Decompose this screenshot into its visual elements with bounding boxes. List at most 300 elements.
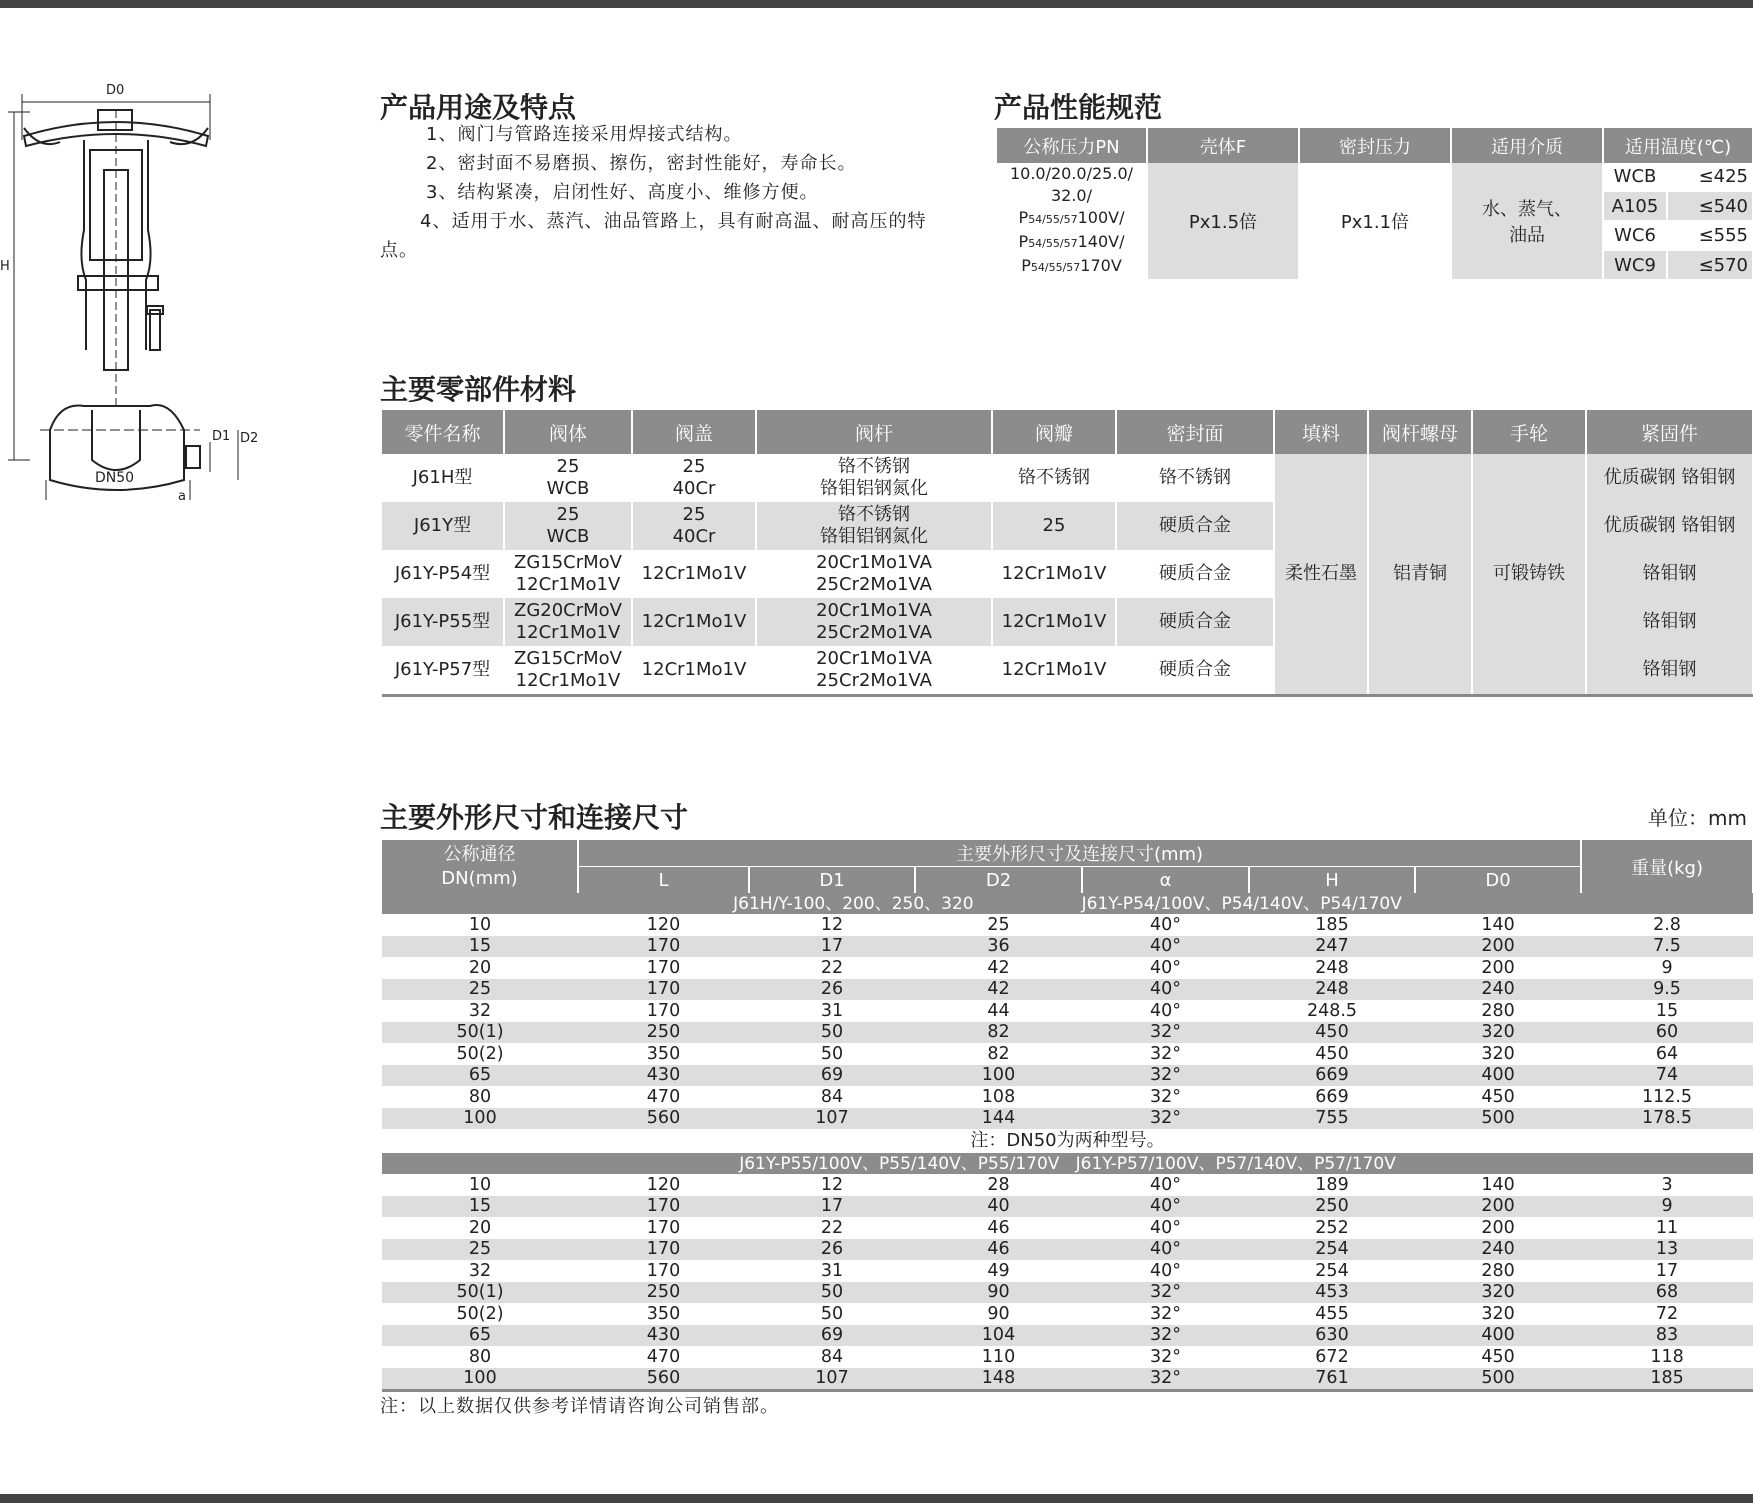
bonnet-material-line: 25 — [682, 504, 706, 525]
dim-header-col: α — [1082, 867, 1249, 894]
dim-cell: 40° — [1082, 1174, 1249, 1196]
usage-item: 2、密封面不易磨损、擦伤，密封性能好，寿命长。 — [426, 153, 857, 174]
part-name-line: J61Y型 — [413, 515, 472, 536]
stem-material-line: 20Cr1Mo1VA — [816, 552, 932, 573]
dim-cell: 247 — [1249, 936, 1415, 958]
dim-cell: 25 — [382, 979, 578, 1001]
dim-header-dn-line: DN(mm) — [441, 867, 518, 889]
dim-row — [382, 1174, 1753, 1196]
dim-row — [382, 1108, 1753, 1130]
bonnet-material — [632, 550, 756, 598]
disc-material-line: 12Cr1Mo1V — [1001, 563, 1107, 584]
stem-material — [756, 550, 992, 598]
stem-material-line: 25Cr2Mo1VA — [816, 574, 932, 595]
dim-cell: 755 — [1249, 1108, 1415, 1130]
dim-row — [382, 979, 1753, 1001]
dim-cell: 450 — [1249, 1043, 1415, 1065]
dim-cell: 50(1) — [382, 1282, 578, 1304]
drawing-label-dn: DN50 — [95, 470, 135, 486]
dim-cell: 107 — [749, 1108, 915, 1130]
disc-material-line: 25 — [1042, 515, 1066, 536]
dim-cell: 82 — [915, 1043, 1082, 1065]
seal-material-line: 硬质合金 — [1159, 659, 1231, 680]
dim-cell: 140 — [1415, 1174, 1581, 1196]
dim-cell: 200 — [1415, 957, 1581, 979]
dim-cell: 40° — [1082, 1260, 1249, 1282]
medium-line: 油品 — [1509, 225, 1545, 246]
body-material-line: ZG15CrMoV — [513, 552, 622, 573]
dim-cell: 630 — [1249, 1325, 1415, 1347]
disc-material-line: 12Cr1Mo1V — [1001, 611, 1107, 632]
dim-cell: 500 — [1415, 1368, 1581, 1391]
dim-cell: 40 — [915, 1196, 1082, 1218]
usage-item: 3、结构紧凑，启闭性好、高度小、维修方便。 — [426, 182, 819, 203]
part-name-line: J61Y-P55型 — [394, 611, 491, 632]
dim-cell: 250 — [1249, 1196, 1415, 1218]
pn-sub: 54/55/57 — [1028, 237, 1078, 250]
dim-cell: 64 — [1581, 1043, 1753, 1065]
dim-cell: 450 — [1415, 1346, 1581, 1368]
dim-row — [382, 1239, 1753, 1261]
part-name — [382, 502, 504, 550]
dim-cell: 248 — [1249, 957, 1415, 979]
pn-sub: 54/55/57 — [1028, 213, 1078, 226]
dim-cell: 65 — [382, 1325, 578, 1347]
dim-cell: 12 — [749, 1174, 915, 1196]
body-material-line: 25 — [556, 456, 580, 477]
dim-cell: 104 — [915, 1325, 1082, 1347]
dim-cell: 430 — [578, 1065, 749, 1087]
dim-cell: 450 — [1415, 1086, 1581, 1108]
dim-cell: 32° — [1082, 1065, 1249, 1087]
drawing-label-a: a — [178, 489, 186, 500]
dim-row — [382, 1022, 1753, 1044]
part-name — [382, 550, 504, 598]
fastener-material — [1586, 598, 1753, 646]
dim-cell: 80 — [382, 1346, 578, 1368]
medium-line: 水、蒸气、 — [1482, 199, 1572, 220]
usage-item: 点。 — [380, 240, 418, 261]
spec-pn-cell — [997, 163, 1147, 280]
dim-row — [382, 957, 1753, 979]
drawing-label-h: H — [0, 259, 10, 274]
dim-cell: 40° — [1082, 957, 1249, 979]
temp-material: WC9 — [1603, 250, 1667, 280]
dim-cell: 185 — [1581, 1368, 1753, 1391]
dim-cell: 31 — [749, 1260, 915, 1282]
body-material — [504, 598, 632, 646]
body-material-line: WCB — [546, 478, 590, 499]
dim-cell: 65 — [382, 1065, 578, 1087]
part-name — [382, 598, 504, 646]
dim-cell: 250 — [578, 1022, 749, 1044]
dim-cell: 10 — [382, 914, 578, 936]
stem-material — [756, 502, 992, 550]
bottom-border-bar — [0, 1494, 1753, 1503]
spec-table — [997, 128, 1753, 281]
materials-row — [382, 454, 1753, 502]
dim-cell: 32° — [1082, 1022, 1249, 1044]
dim-cell: 32° — [1082, 1346, 1249, 1368]
dim-cell: 50 — [749, 1022, 915, 1044]
dim-cell: 68 — [1581, 1282, 1753, 1304]
body-material-line: 12Cr1Mo1V — [515, 574, 621, 595]
disc-material — [992, 454, 1116, 502]
dim-cell: 32° — [1082, 1325, 1249, 1347]
dim-cell: 110 — [915, 1346, 1082, 1368]
fastener-material — [1586, 550, 1753, 598]
bonnet-material — [632, 502, 756, 550]
seal-material-line: 铬不锈钢 — [1159, 467, 1231, 488]
dim-cell: 17 — [749, 936, 915, 958]
materials-header: 阀杆螺母 — [1368, 410, 1472, 454]
bonnet-material-line: 40Cr — [672, 478, 716, 499]
spec-header: 壳体F — [1147, 128, 1299, 163]
dim-cell: 240 — [1415, 1239, 1581, 1261]
dim-cell: 42 — [915, 979, 1082, 1001]
dim-cell: 84 — [749, 1086, 915, 1108]
dim-cell: 20 — [382, 957, 578, 979]
dim-cell: 280 — [1415, 1000, 1581, 1022]
dim-cell: 170 — [578, 957, 749, 979]
temp-value: ≤540 — [1667, 191, 1753, 221]
dim-cell: 320 — [1415, 1282, 1581, 1304]
dim-row — [382, 936, 1753, 958]
stem-material — [756, 646, 992, 696]
dim-row — [382, 1282, 1753, 1304]
temp-material: WC6 — [1603, 221, 1667, 251]
dim-cell: 28 — [915, 1174, 1082, 1196]
dim-band-label: J61Y-P55/100V、P55/140V、P55/170V J61Y-P57/100V、P57/140V、P57/170V — [382, 1153, 1753, 1174]
spec-header: 适用温度(℃) — [1603, 128, 1753, 163]
stem-material-line: 25Cr2Mo1VA — [816, 622, 932, 643]
pn-sub: 54/55/57 — [1030, 261, 1081, 274]
dim-cell: 40° — [1082, 1239, 1249, 1261]
dim-cell: 60 — [1581, 1022, 1753, 1044]
temp-material: WCB — [1603, 163, 1667, 191]
body-material-line: ZG20CrMoV — [513, 600, 622, 621]
materials-header: 阀盖 — [632, 410, 756, 454]
dim-cell: 25 — [915, 914, 1082, 936]
dim-band-row — [382, 893, 1753, 914]
seal-material — [1116, 454, 1274, 502]
dim-cell: 107 — [749, 1368, 915, 1391]
dim-cell: 560 — [578, 1108, 749, 1130]
disc-material-line: 铬不锈钢 — [1018, 467, 1090, 488]
dim-row — [382, 1260, 1753, 1282]
dim-cell: 185 — [1249, 914, 1415, 936]
stem-nut-material: 铝青铜 — [1368, 454, 1472, 696]
dim-cell: 32° — [1082, 1108, 1249, 1130]
bonnet-material — [632, 454, 756, 502]
dim-cell: 350 — [578, 1043, 749, 1065]
dim-cell: 69 — [749, 1325, 915, 1347]
dim-cell: 100 — [915, 1065, 1082, 1087]
dim-header-col: D1 — [749, 867, 915, 894]
dim-cell: 15 — [382, 1196, 578, 1218]
dim-cell: 148 — [915, 1368, 1082, 1391]
dim-cell: 320 — [1415, 1043, 1581, 1065]
dim-row — [382, 1325, 1753, 1347]
body-material-line: 25 — [556, 504, 580, 525]
usage-item: 4、适用于水、蒸汽、油品管路上，具有耐高温、耐高压的特 — [420, 211, 927, 232]
pn-val: 170V — [1080, 256, 1122, 275]
pn-val: 100V/ — [1077, 208, 1125, 227]
dim-cell: 12 — [749, 914, 915, 936]
body-material-line: ZG15CrMoV — [513, 648, 622, 669]
dim-cell: 470 — [578, 1086, 749, 1108]
dim-cell: 140 — [1415, 914, 1581, 936]
stem-material-line: 20Cr1Mo1VA — [816, 648, 932, 669]
dim-cell: 40° — [1082, 1217, 1249, 1239]
dim-cell: 100 — [382, 1368, 578, 1391]
dim-cell: 254 — [1249, 1239, 1415, 1261]
dim-cell: 13 — [1581, 1239, 1753, 1261]
body-material-line: WCB — [546, 526, 590, 547]
dim-cell: 9 — [1581, 1196, 1753, 1218]
stem-material — [756, 598, 992, 646]
dim-cell: 22 — [749, 1217, 915, 1239]
dim-cell: 46 — [915, 1239, 1082, 1261]
fastener-material-line: 铬钼钢 — [1642, 659, 1697, 680]
dim-cell: 32° — [1082, 1368, 1249, 1391]
spec-title: 产品性能规范 — [994, 91, 1163, 124]
pn-line: 32.0/ — [1050, 186, 1092, 205]
bonnet-material-line: 40Cr — [672, 526, 716, 547]
dim-cell: 455 — [1249, 1303, 1415, 1325]
dim-cell: 430 — [578, 1325, 749, 1347]
temp-value: ≤555 — [1667, 221, 1753, 251]
usage-title: 产品用途及特点 — [380, 91, 577, 124]
disc-material — [992, 502, 1116, 550]
dim-cell: 32° — [1082, 1303, 1249, 1325]
dim-row — [382, 1065, 1753, 1087]
stem-material-line: 铬不锈钢 — [838, 456, 910, 477]
dim-cell: 254 — [1249, 1260, 1415, 1282]
fastener-material-line: 优质碳钢 铬钼钢 — [1603, 515, 1736, 536]
dim-cell: 320 — [1415, 1303, 1581, 1325]
dim-note: 注：DN50为两种型号。 — [382, 1129, 1753, 1153]
bonnet-material — [632, 598, 756, 646]
bonnet-material-line: 12Cr1Mo1V — [641, 659, 747, 680]
dim-cell: 170 — [578, 1000, 749, 1022]
body-material — [504, 454, 632, 502]
seal-material-line: 硬质合金 — [1159, 515, 1231, 536]
fastener-material — [1586, 646, 1753, 696]
dim-cell: 20 — [382, 1217, 578, 1239]
dim-header-dn-line: 公称通径 — [443, 843, 516, 865]
dim-cell: 46 — [915, 1217, 1082, 1239]
dim-cell: 42 — [915, 957, 1082, 979]
dim-cell: 72 — [1581, 1303, 1753, 1325]
stem-material-line: 铬不锈钢 — [838, 504, 910, 525]
dim-cell: 15 — [1581, 1000, 1753, 1022]
drawing-label-d1: D1 — [212, 429, 231, 444]
dim-cell: 40° — [1082, 914, 1249, 936]
packing-material: 柔性石墨 — [1274, 454, 1368, 696]
dim-cell: 144 — [915, 1108, 1082, 1130]
dim-cell: 49 — [915, 1260, 1082, 1282]
dim-cell: 83 — [1581, 1325, 1753, 1347]
materials-header: 阀瓣 — [992, 410, 1116, 454]
dim-header-col: H — [1249, 867, 1415, 894]
drawing-label-d2: D2 — [240, 431, 259, 446]
bonnet-material-line: 12Cr1Mo1V — [641, 611, 747, 632]
dim-cell: 2.8 — [1581, 914, 1753, 936]
materials-title: 主要零部件材料 — [380, 373, 577, 406]
dim-row — [382, 914, 1753, 936]
dim-cell: 9 — [1581, 957, 1753, 979]
dim-cell: 50 — [749, 1282, 915, 1304]
fastener-material-line: 铬钼钢 — [1642, 611, 1697, 632]
dim-note-row — [382, 1129, 1753, 1153]
dim-cell: 170 — [578, 979, 749, 1001]
dim-band-row — [382, 1153, 1753, 1174]
part-name-line: J61Y-P54型 — [394, 563, 491, 584]
disc-material — [992, 646, 1116, 696]
dim-cell: 40° — [1082, 936, 1249, 958]
dim-cell: 280 — [1415, 1260, 1581, 1282]
dim-cell: 400 — [1415, 1325, 1581, 1347]
dim-cell: 74 — [1581, 1065, 1753, 1087]
dim-cell: 50 — [749, 1303, 915, 1325]
dim-cell: 669 — [1249, 1086, 1415, 1108]
materials-header: 紧固件 — [1586, 410, 1753, 454]
body-material-line: 12Cr1Mo1V — [515, 622, 621, 643]
dim-cell: 17 — [1581, 1260, 1753, 1282]
dim-row — [382, 1043, 1753, 1065]
dim-row — [382, 1086, 1753, 1108]
dim-cell: 248 — [1249, 979, 1415, 1001]
dimensions-table — [382, 840, 1753, 1392]
dim-cell: 170 — [578, 936, 749, 958]
unit-label: 单位：mm — [1648, 806, 1747, 830]
dim-cell: 69 — [749, 1065, 915, 1087]
fastener-material — [1586, 502, 1753, 550]
dim-cell: 450 — [1249, 1022, 1415, 1044]
dim-cell: 200 — [1415, 1217, 1581, 1239]
bonnet-material-line: 12Cr1Mo1V — [641, 563, 747, 584]
dim-header-weight: 重量(kg) — [1581, 840, 1753, 893]
dim-cell: 170 — [578, 1196, 749, 1218]
dim-cell: 200 — [1415, 936, 1581, 958]
dim-cell: 118 — [1581, 1346, 1753, 1368]
stem-material — [756, 454, 992, 502]
body-material — [504, 550, 632, 598]
dim-cell: 7.5 — [1581, 936, 1753, 958]
dim-cell: 82 — [915, 1022, 1082, 1044]
valve-drawing — [0, 80, 260, 500]
dim-cell: 320 — [1415, 1022, 1581, 1044]
seal-material — [1116, 550, 1274, 598]
dim-cell: 11 — [1581, 1217, 1753, 1239]
stem-material-line: 20Cr1Mo1VA — [816, 600, 932, 621]
dim-row — [382, 1196, 1753, 1218]
dim-cell: 761 — [1249, 1368, 1415, 1391]
spec-header: 密封压力 — [1299, 128, 1451, 163]
pn-val: 140V/ — [1077, 232, 1125, 251]
dim-cell: 26 — [749, 979, 915, 1001]
dim-cell: 31 — [749, 1000, 915, 1022]
dim-cell: 470 — [578, 1346, 749, 1368]
dim-cell: 32 — [382, 1260, 578, 1282]
dim-cell: 9.5 — [1581, 979, 1753, 1001]
dim-cell: 40° — [1082, 1000, 1249, 1022]
stem-material-line: 铬钼铝钢氮化 — [820, 526, 928, 547]
bonnet-material — [632, 646, 756, 696]
dim-cell: 252 — [1249, 1217, 1415, 1239]
dim-cell: 22 — [749, 957, 915, 979]
dim-row — [382, 1346, 1753, 1368]
spec-medium — [1451, 163, 1603, 280]
dim-cell: 112.5 — [1581, 1086, 1753, 1108]
dim-cell: 50(2) — [382, 1043, 578, 1065]
dim-cell: 80 — [382, 1086, 578, 1108]
dim-cell: 350 — [578, 1303, 749, 1325]
dim-cell: 120 — [578, 1174, 749, 1196]
materials-header: 填料 — [1274, 410, 1368, 454]
spec-header: 公称压力PN — [997, 128, 1147, 163]
stem-material-line: 25Cr2Mo1VA — [816, 670, 932, 691]
spec-seal: Px1.1倍 — [1299, 163, 1451, 280]
part-name-line: J61H型 — [412, 467, 473, 488]
dim-cell: 170 — [578, 1260, 749, 1282]
materials-header: 手轮 — [1472, 410, 1586, 454]
dim-cell: 453 — [1249, 1282, 1415, 1304]
dim-cell: 32° — [1082, 1086, 1249, 1108]
dim-row — [382, 1303, 1753, 1325]
dim-cell: 15 — [382, 936, 578, 958]
dim-cell: 120 — [578, 914, 749, 936]
fastener-material-line: 铬钼钢 — [1642, 563, 1697, 584]
dim-header-col: D2 — [915, 867, 1082, 894]
dim-cell: 44 — [915, 1000, 1082, 1022]
dim-cell: 50 — [749, 1043, 915, 1065]
dim-row — [382, 1217, 1753, 1239]
usage-item: 1、阀门与管路连接采用焊接式结构。 — [426, 124, 743, 145]
dim-cell: 50(1) — [382, 1022, 578, 1044]
handwheel-material: 可锻铸铁 — [1472, 454, 1586, 696]
dim-header-group: 主要外形尺寸及连接尺寸(mm) — [578, 840, 1581, 867]
pn-p: P — [1018, 232, 1029, 251]
materials-header: 密封面 — [1116, 410, 1274, 454]
dim-cell: 36 — [915, 936, 1082, 958]
dim-cell: 3 — [1581, 1174, 1753, 1196]
top-border-bar — [0, 0, 1753, 8]
pn-p: P — [1021, 256, 1031, 275]
materials-header: 阀体 — [504, 410, 632, 454]
dim-header-col: D0 — [1415, 867, 1581, 894]
spec-header: 适用介质 — [1451, 128, 1603, 163]
dimensions-title: 主要外形尺寸和连接尺寸 — [380, 801, 689, 834]
materials-table — [382, 410, 1753, 697]
dim-cell: 84 — [749, 1346, 915, 1368]
dim-cell: 500 — [1415, 1108, 1581, 1130]
seal-material-line: 硬质合金 — [1159, 563, 1231, 584]
temp-value: ≤570 — [1667, 250, 1753, 280]
dim-cell: 90 — [915, 1303, 1082, 1325]
dim-cell: 250 — [578, 1282, 749, 1304]
materials-header: 零件名称 — [382, 410, 504, 454]
footnote: 注：以上数据仅供参考详情请咨询公司销售部。 — [380, 1396, 779, 1417]
fastener-material — [1586, 454, 1753, 502]
seal-material — [1116, 646, 1274, 696]
part-name-line: J61Y-P57型 — [394, 659, 491, 680]
drawing-label-d0: D0 — [106, 83, 125, 98]
usage-list — [380, 120, 970, 265]
dim-cell: 560 — [578, 1368, 749, 1391]
body-material-line: 12Cr1Mo1V — [515, 670, 621, 691]
